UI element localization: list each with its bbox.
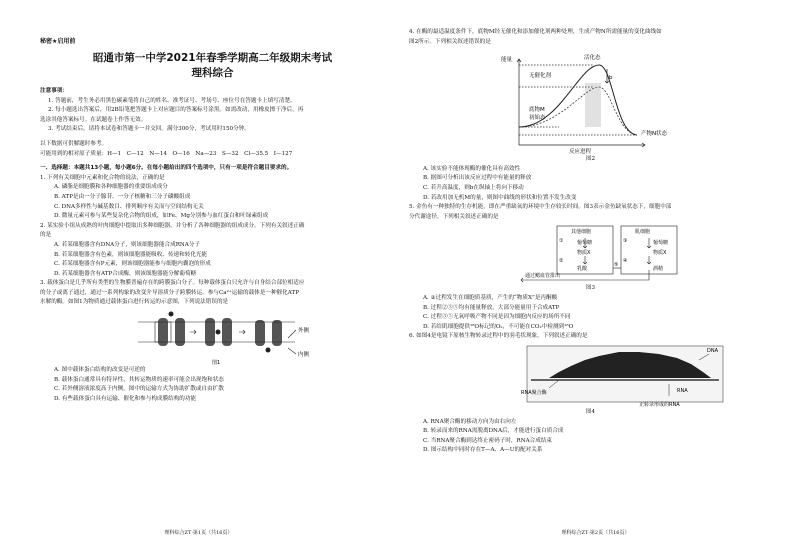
option: C. 若某细胞器含有P元素，则该细胞器能参与细胞内囊泡的形成 bbox=[54, 261, 211, 268]
step-1: ① bbox=[559, 238, 564, 245]
option: D. 有些载体蛋白具有运输、催化和参与构成膜结构的功能 bbox=[54, 395, 197, 402]
question-2-stem-cont: 的是 bbox=[40, 232, 52, 239]
option: C. 若外侧溶液浓度高于内侧，图中的运输方式为协助扩散或自由扩散 bbox=[54, 386, 224, 393]
option: B. 若某细胞器含有色素，则该细胞器能吸收、传递和转化光能 bbox=[54, 251, 208, 258]
secret-label: 秘密★启用前 bbox=[40, 38, 76, 45]
option: D. 若给肌细胞提供¹⁸O标记的O₂，不可能在CO₂中检测到¹⁸O bbox=[423, 323, 574, 330]
option: B. 据图可分析出该反应过程中有能量的释放 bbox=[423, 175, 532, 182]
option: C. 过程③⑤无氧呼吸产物不同是因为细胞内反应的场所不同 bbox=[423, 314, 571, 321]
option: D. 微量元素可参与某些复杂化合物的组成，如Fe、Mg分别参与血红蛋白和叶绿素组成 bbox=[54, 213, 269, 220]
question-4-stem-cont: 图2所示。下列相关叙述错误的是 bbox=[409, 38, 491, 45]
label-rna-note: 正转录形成的RNA bbox=[639, 401, 680, 408]
figure-2 bbox=[409, 47, 772, 155]
label-other-cell: 其他细胞 bbox=[571, 229, 592, 236]
notice-item: 1. 答题前，考生务必用黑色碳素笔将自己的姓名、准考证号、考场号、座位号在答题卡上填写清楚。 bbox=[48, 97, 296, 104]
option: A. 图中载体蛋白结构的改变是可逆的 bbox=[54, 367, 146, 374]
label-initial: 初始态 bbox=[529, 115, 546, 122]
label-dna: DNA bbox=[707, 347, 719, 354]
membrane-left bbox=[155, 312, 185, 347]
page-footer: 理科综合ZT·第1页（共16页） bbox=[164, 530, 233, 536]
figure-4 bbox=[409, 342, 772, 408]
option: C. 当RNA聚合酶到达终止密码子时，RNA合成结束 bbox=[423, 437, 553, 444]
carrier-protein-diagram bbox=[40, 308, 385, 366]
option: C. 若升高温度，则b在纵轴上将向下移动 bbox=[423, 184, 524, 191]
option: B. ATP是由一分子腺苷、一分子核糖和三分子磷酸组成 bbox=[54, 193, 191, 200]
question-5-stem: 5. 金鱼有一种独特的生存机能，即在严重缺氧的环境中生存较长时间。图3表示金鱼缺氧状态下，细胞中部 bbox=[409, 204, 672, 211]
figure-1 bbox=[40, 308, 385, 366]
label-excrete: 通过鳃血管排出 bbox=[525, 273, 561, 280]
figure-4-caption: 图4 bbox=[585, 408, 596, 415]
question-1-stem: 1. 下列有关细胞中元素和化合物的说法，正确的是 bbox=[40, 174, 165, 181]
label-substance-x-right: 物质X bbox=[653, 250, 667, 257]
option: D. 若改用加无机M的量，则图中曲线的形状和位置不发生改变 bbox=[423, 194, 577, 201]
option: A. ②过程发生在细胞质基质，产生的“物质X”是丙酮酸 bbox=[423, 294, 558, 301]
label-rna-polymerase: RNA聚合酶 bbox=[521, 389, 547, 396]
label-alcohol: 酒精 bbox=[653, 266, 664, 273]
label-glucose-right: 葡萄糖 bbox=[653, 240, 669, 247]
question-6-stem: 6. 如图4是电镜下原核生物转录过程中的羽毛状现象，下列叙述正确的是 bbox=[409, 333, 588, 340]
section-heading: 一、选择题：本题共13小题，每小题6分。在每小题给出的四个选项中，只有一项是符合题目要求的。 bbox=[40, 165, 293, 172]
membrane-right bbox=[255, 320, 282, 353]
y-axis-label: 能量 bbox=[501, 57, 513, 64]
step-2: ② bbox=[559, 258, 564, 265]
option: A. 磷脂是细胞膜和各种细胞器的重要组成成分 bbox=[54, 184, 168, 191]
x-axis-label: 反应进程 bbox=[569, 149, 592, 156]
right-page bbox=[397, 0, 794, 544]
label-glucose-left: 葡萄糖 bbox=[577, 240, 593, 247]
option: A. 若某细胞器含有DNA分子，则该细胞器能合成RNA分子 bbox=[54, 241, 201, 248]
label-substance-x-left: 物质X bbox=[577, 250, 591, 257]
label-rna: RNA bbox=[677, 387, 688, 394]
figure-1-caption: 图1 bbox=[212, 360, 221, 367]
notice-title: 注意事项： bbox=[40, 88, 68, 94]
energy-curve-diagram bbox=[409, 47, 769, 155]
figure-3-caption: 图3 bbox=[585, 285, 596, 292]
data-ref: 以下数据可供解题时参考。 bbox=[40, 140, 108, 147]
label-activated: 活化态 bbox=[584, 55, 601, 62]
option: C. DNA多样性与碱基数目、排列顺序有关而与空间结构无关 bbox=[54, 203, 204, 210]
question-3-stem-cont: 水解的酶。如图1为物质通过载体蛋白进行转运的示意图，下列说法错误的是 bbox=[40, 299, 229, 306]
step-5: ⑤ bbox=[614, 262, 619, 269]
transcription-diagram bbox=[409, 342, 769, 408]
notice-item: 3. 考试结束后，请将本试卷和答题卡一并交回。满分300分，考试用时150分钟。 bbox=[48, 126, 250, 133]
question-2-stem: 2. 某实验小组从成熟的叶肉细胞中提取出多种细胞器，并分析了各种细胞器的组成成分。下列有关叙述正确 bbox=[40, 222, 305, 229]
label-inner: 内侧 bbox=[298, 352, 310, 359]
label-no-catalyst: 无催化剂 bbox=[529, 73, 552, 80]
notice-item: 选涂其他答案标号。在试题卷上作答无效。 bbox=[40, 116, 147, 123]
metabolism-diagram bbox=[409, 222, 769, 284]
figure-2-caption: 图2 bbox=[585, 156, 596, 163]
option: B. 载体蛋白通常具有特异性，其转运物质的速率可能会出现饱和状态 bbox=[54, 376, 224, 383]
question-3-stem: 3. 载体蛋白是几乎所有类型的生物膜普遍存在的跨膜蛋白分子。每种载体蛋白只允许与自身结合部位相适应 bbox=[40, 280, 305, 287]
exam-subject: 理科综合 bbox=[191, 67, 234, 79]
option: D. 若某细胞器含有ATP合成酶，则该细胞器能分解葡萄糖 bbox=[54, 270, 197, 277]
label-outer: 外侧 bbox=[298, 328, 310, 335]
step-3: ③ bbox=[623, 238, 628, 245]
question-4-stem: 4. 在酶的最适温度条件下，底物M经无催化和添加催化剂两种处理，生成产物N所需能量的变化曲线如 bbox=[409, 29, 662, 35]
question-3-stem-cont: 的分子或离子通过，通过一系列构象的改变介导溶质分子跨膜转运。参与Ca²⁺运输的载体是一种催化ATP bbox=[40, 289, 299, 296]
option: B. 过程②③⑤均有能量释放，大部分能量用于合成ATP bbox=[423, 304, 560, 311]
option: D. 图示结构中同时存在T—A、A—U的配对关系 bbox=[423, 447, 543, 454]
option: A. 该实验不能体现酶的催化具有高效性 bbox=[423, 165, 521, 172]
figure-3 bbox=[409, 222, 772, 284]
step-4: ④ bbox=[623, 258, 628, 265]
label-lactic-acid: 乳酸 bbox=[577, 266, 588, 273]
question-5-stem-cont: 分代谢途径，下列相关叙述正确的是 bbox=[409, 213, 499, 220]
page-footer: 理科综合ZT·第2页（共16页） bbox=[561, 530, 630, 536]
atomic-masses: 可能用到的相对原子质量：H—1 C—12 N—14 O—16 Na—23 S—32 Cl—35.5 I—127 bbox=[40, 150, 293, 157]
label-product: 产物N状态 bbox=[641, 131, 668, 138]
option: B. 转录而来的RNA需脱离DNA后，才能进行蛋白质合成 bbox=[423, 428, 564, 435]
label-b: b bbox=[609, 75, 613, 82]
notice-item: 2. 每小题选出答案后，用2B铅笔把答题卡上对应题目的答案标号涂黑。如需改动，用橡皮擦干净后，再 bbox=[48, 107, 304, 114]
option: A. RNA聚合酶的移动方向为由右向左 bbox=[423, 418, 517, 425]
exam-title: 昭通市第一中学2021年春季学期高二年级期末考试 bbox=[92, 52, 333, 64]
label-substrate: 底物M bbox=[529, 107, 545, 114]
label-muscle-cell: 肌细胞 bbox=[635, 229, 651, 236]
